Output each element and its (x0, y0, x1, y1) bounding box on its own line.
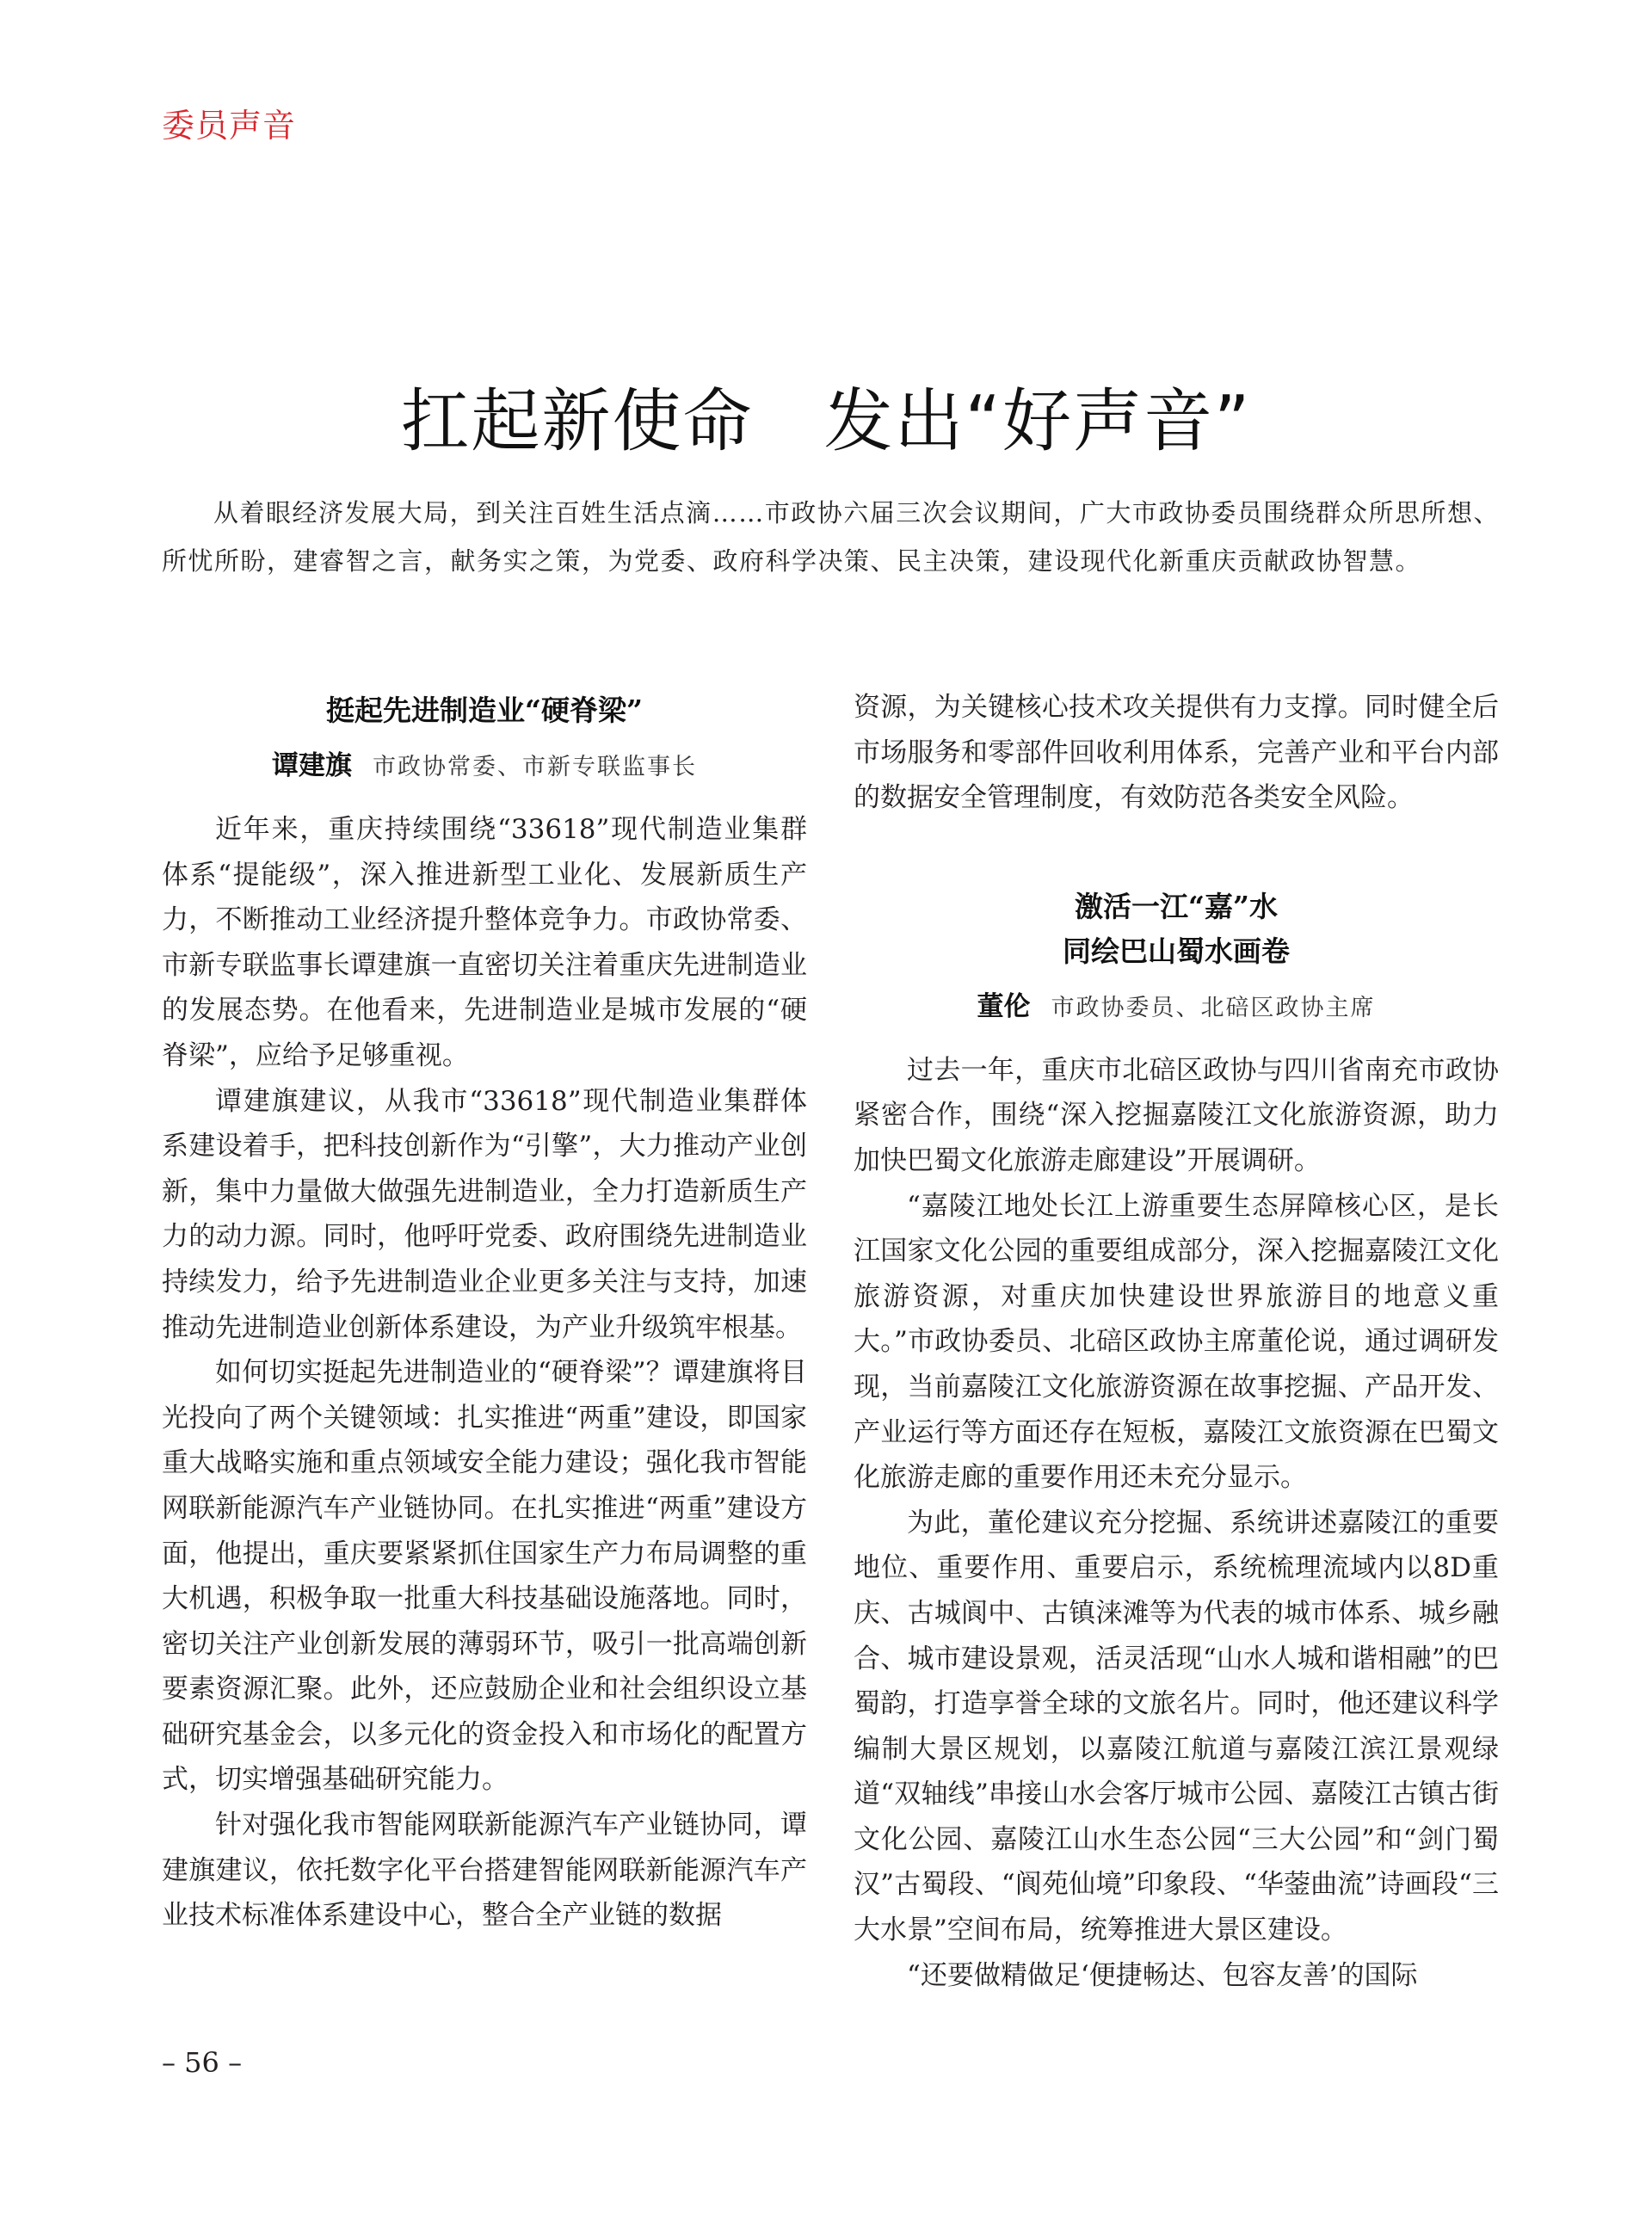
article2-byline (854, 986, 1499, 1029)
article2-author: 董伦 (977, 990, 1031, 1022)
article1-paragraph: 如何切实挺起先进制造业的“硬脊梁”？谭建旗将目光投向了两个关键领域：扎实推进“两重”建设，即国家重大战略实施和重点领域安全能力建设；强化我市智能网联新能源汽车产业链协同。在扎实推进“两重”建设方面，他提出，重庆要紧紧抓住国家生产力布局调整的重大机遇，积极争取一批重大科技基础设施落地。同时，密切关注产业创新发展的薄弱环节，吸引一批高端创新要素资源汇聚。此外，还应鼓励企业和社会组织设立基础研究基金会，以多元化的资金投入和市场化的配置方式，切实增强基础研究能力。 (162, 1357, 807, 1796)
article1-continuation: 资源，为关键核心技术攻关提供有力支撑。同时健全后市场服务和零部件回收利用体系，完善产业和平台内部的数据安全管理制度，有效防范各类安全风险。 (854, 692, 1499, 814)
article1-author-role: 市政协常委、市新专联监事长 (373, 754, 697, 780)
article2-title-line2: 同绘巴山蜀水画卷 (1063, 934, 1290, 968)
article1-paragraph: 谭建旗建议，从我市“33618”现代制造业集群体系建设着手，把科技创新作为“引擎”，大力推动产业创新，集中力量做大做强先进制造业，全力打造新质生产力的动力源。同时，他呼吁党委、政府围绕先进制造业持续发力，给予先进制造业企业更多关注与支持，加速推动先进制造业创新体系建设，为产业升级筑牢根基。 (162, 1085, 807, 1343)
article1-author: 谭建旗 (272, 750, 352, 781)
section-label: 委员声音 (162, 107, 297, 145)
page-title: 扛起新使命 发出“好声音” (400, 381, 1252, 461)
article2-paragraph: “还要做精做足‘便捷畅达、包容友善’的国际 (907, 1959, 1418, 1991)
article2-title-line1: 激活一江“嘉”水 (1075, 889, 1278, 923)
article1-paragraph: 针对强化我市智能网联新能源汽车产业链协同，谭建旗建议，依托数字化平台搭建智能网联新能源汽车产业技术标准体系建设中心，整合全产业链的数据 (162, 1810, 807, 1932)
article2-paragraph: 为此，董伦建议充分挖掘、系统讲述嘉陵江的重要地位、重要作用、重要启示，系统梳理流域内以8D重庆、古城阆中、古镇涞滩等为代表的城市体系、城乡融合、城市建设景观，活灵活现“山水人城和谐相融”的巴蜀韵，打造享誉全球的文旅名片。同时，他还建议科学编制大景区规划，以嘉陵江航道与嘉陵江滨江景观绿道“双轴线”串接山水会客厅城市公园、嘉陵江古镇古街文化公园、嘉陵江山水生态公园“三大公园”和“剑门蜀汉”古蜀段、“阆苑仙境”印象段、“华蓥曲流”诗画段“三大水景”空间布局，统筹推进大景区建设。 (854, 1507, 1499, 1946)
article2-paragraph: 过去一年，重庆市北碚区政协与四川省南充市政协紧密合作，围绕“深入挖掘嘉陵江文化旅游资源，助力加快巴蜀文化旅游走廊建设”开展调研。 (854, 1054, 1499, 1176)
intro-paragraph: 从着眼经济发展大局，到关注百姓生活点滴……市政协六届三次会议期间，广大市政协委员围绕群众所思所想、所忧所盼，建睿智之言，献务实之策，为党委、政府科学决策、民主决策，建设现代化新重庆贡献政协智慧。 (162, 498, 1500, 576)
article2-author-role: 市政协委员、北碚区政协主席 (1051, 994, 1376, 1021)
right-column (854, 685, 1499, 1998)
article2-paragraph: “嘉陵江地处长江上游重要生态屏障核心区，是长江国家文化公园的重要组成部分，深入挖掘嘉陵江文化旅游资源，对重庆加快建设世界旅游目的地意义重大。”市政协委员、北碚区政协主席董伦说，通过调研发现，当前嘉陵江文化旅游资源在故事挖掘、产品开发、产业运行等方面还存在短板，嘉陵江文旅资源在巴蜀文化旅游走廊的重要作用还未充分显示。 (854, 1190, 1499, 1494)
article1-title: 挺起先进制造业“硬脊梁” (326, 694, 643, 727)
left-column (162, 688, 807, 1939)
article1-paragraph: 近年来，重庆持续围绕“33618”现代制造业集群体系“提能级”，深入推进新型工业化、发展新质生产力，不断推动工业经济提升整体竞争力。市政协常委、市新专联监事长谭建旗一直密切关注着重庆先进制造业的发展态势。在他看来，先进制造业是城市发展的“硬脊梁”，应给予足够重视。 (162, 814, 807, 1071)
page-number: – 56 – (162, 2046, 243, 2079)
article1-byline (162, 745, 807, 788)
